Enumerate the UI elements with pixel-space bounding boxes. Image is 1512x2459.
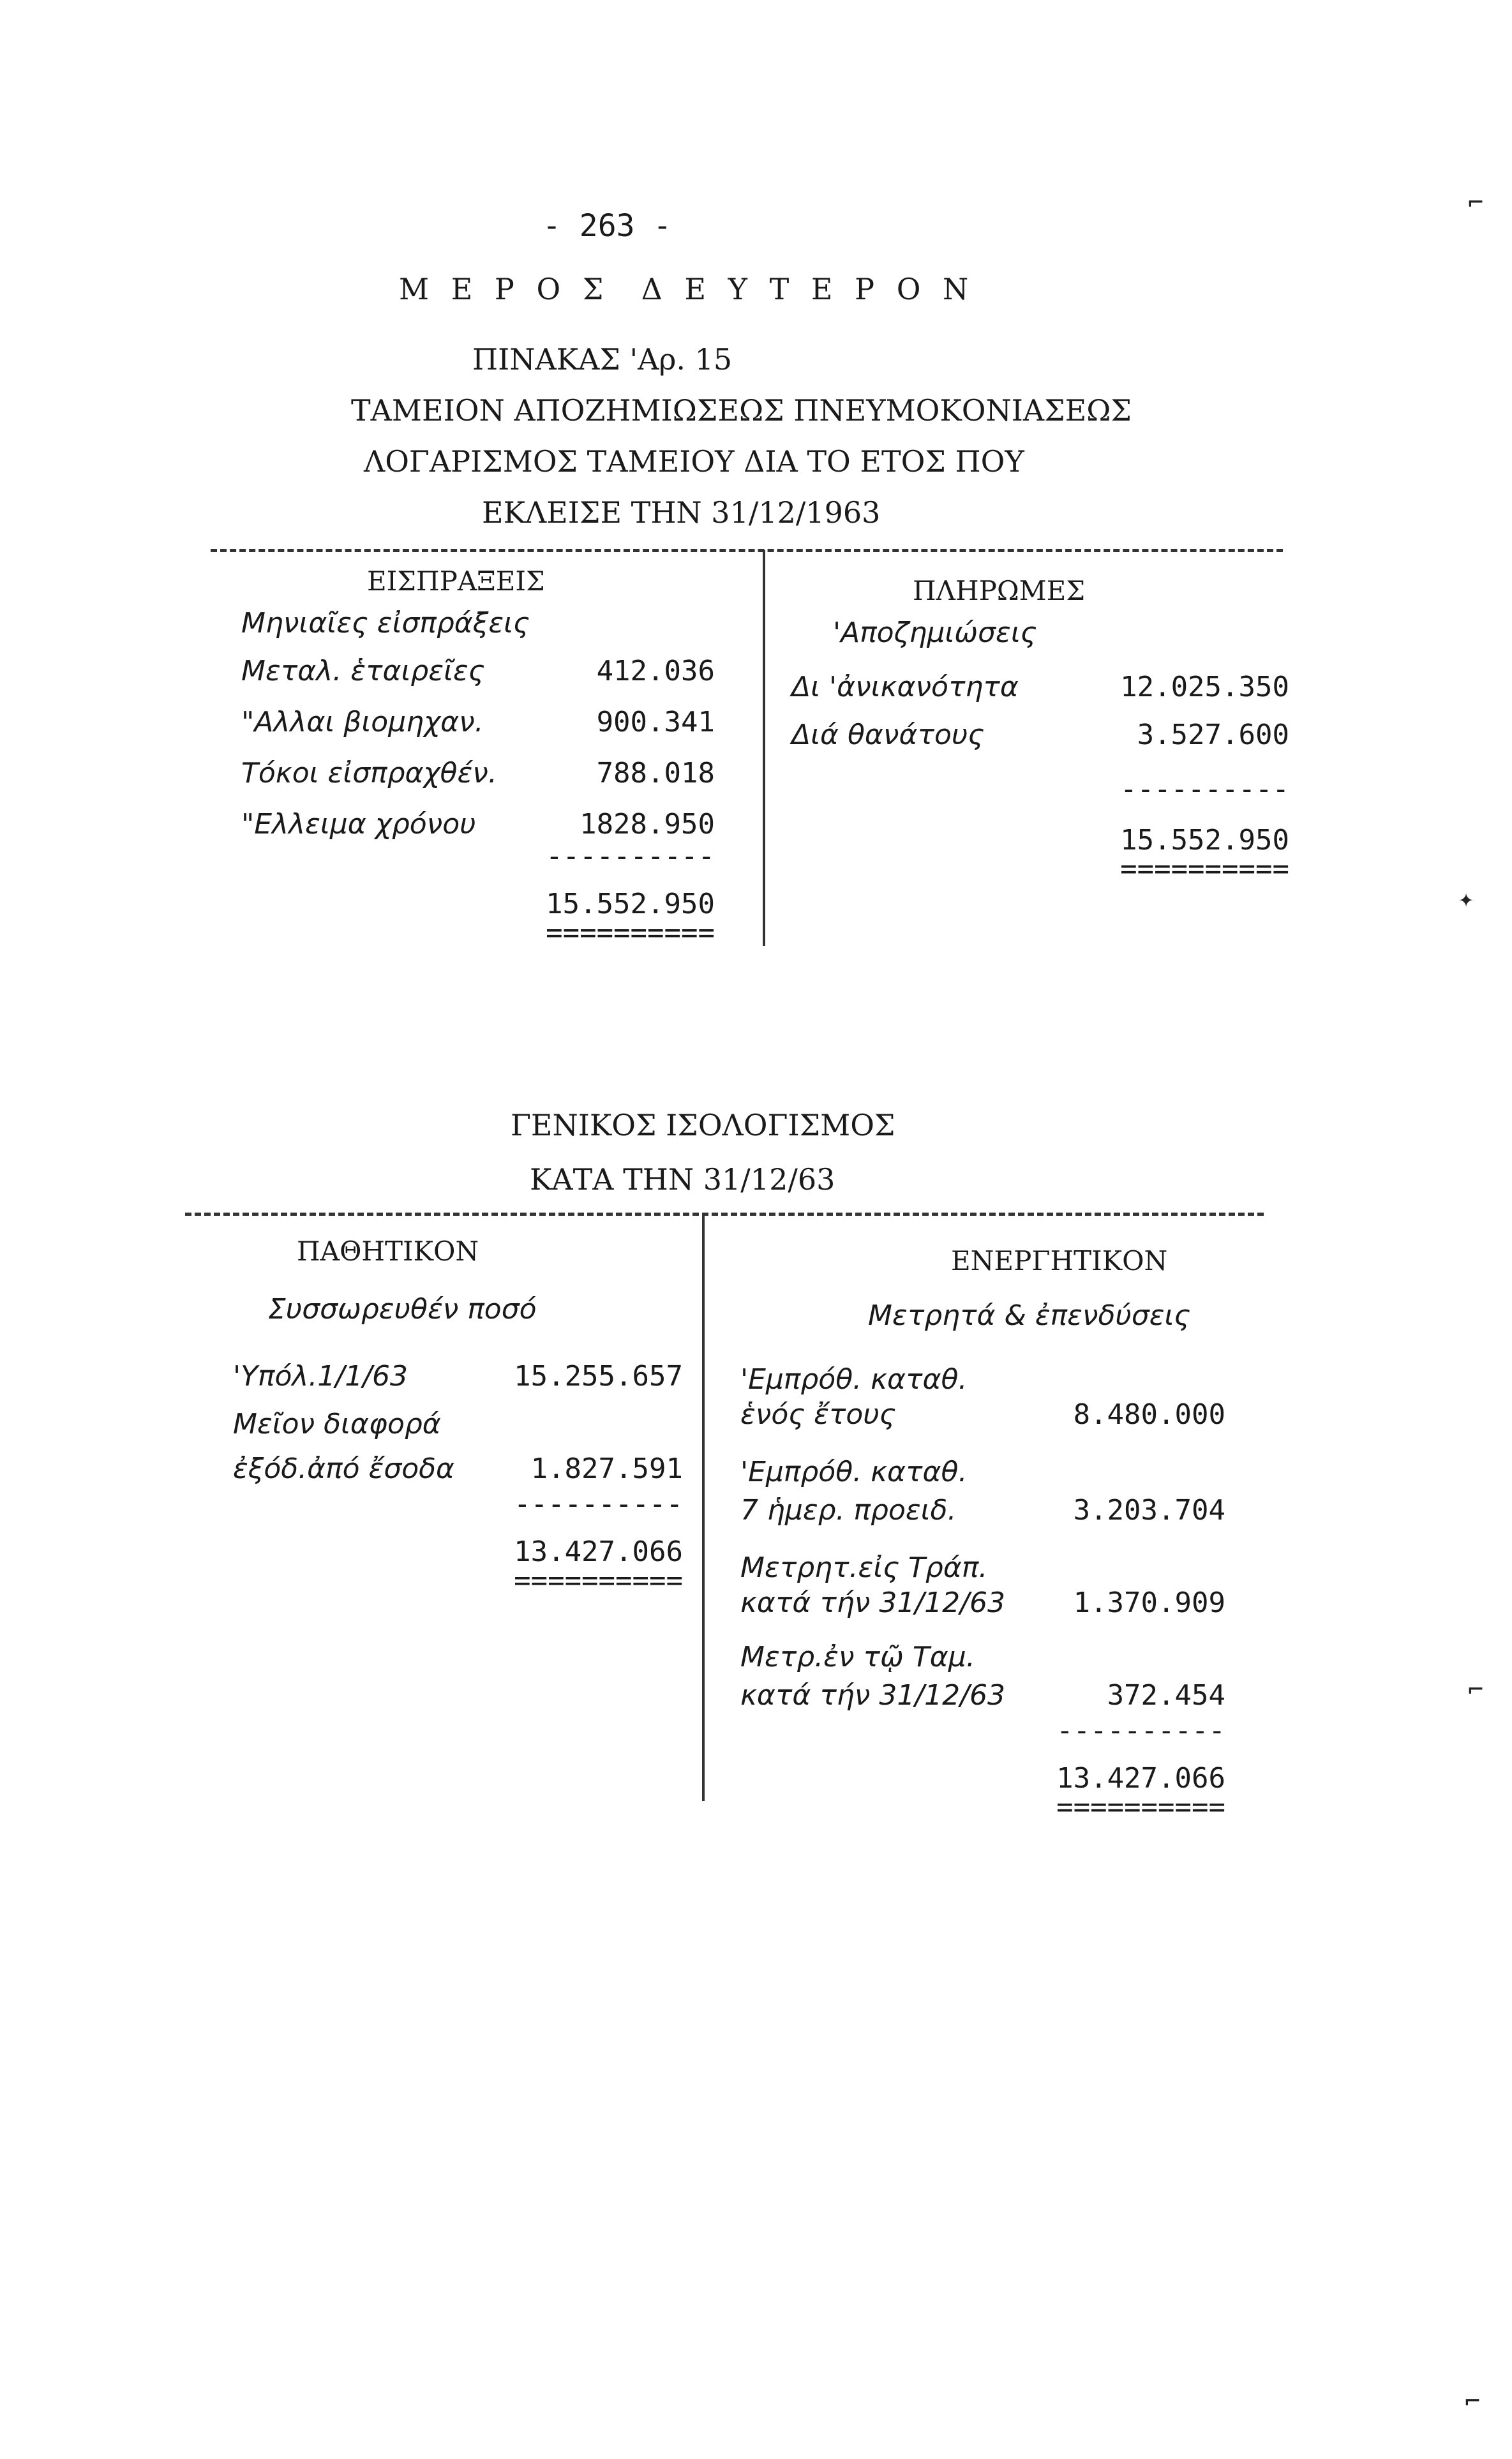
assets-row-label: 'Εμπρόθ. καταθ. bbox=[740, 1456, 968, 1488]
liabilities-total: 13.427.066 bbox=[514, 1536, 683, 1568]
assets-row-value: 3.203.704 bbox=[1073, 1494, 1225, 1527]
receipts-row-value: 788.018 bbox=[596, 757, 715, 789]
balance-sheet-date: ΚΑΤΑ ΤΗΝ 31/12/63 bbox=[530, 1162, 835, 1197]
assets-subheading: Μετρητά & ἐπενδύσεις bbox=[868, 1299, 1191, 1332]
fund-name: ΤΑΜΕΙΟΝ ΑΠΟΖΗΜΙΩΣΕΩΣ ΠΝΕΥΜΟΚΟΝΙΑΣΕΩΣ bbox=[351, 393, 1132, 428]
assets-row-value: 372.454 bbox=[1107, 1679, 1225, 1712]
payments-subtotal-rule: ---------- bbox=[1120, 773, 1289, 805]
assets-row-label: κατά τήν 31/12/63 bbox=[740, 1679, 1005, 1712]
receipts-subheading: Μηνιαῖες εἰσπράξεις bbox=[241, 607, 530, 639]
account-title-line2: ΕΚΛΕΙΣΕ ΤΗΝ 31/12/1963 bbox=[482, 495, 881, 530]
receipts-heading: ΕΙΣΠΡΑΞΕΙΣ bbox=[367, 565, 545, 597]
page-number: - 263 - bbox=[543, 208, 672, 244]
assets-subtotal-rule: ---------- bbox=[1056, 1714, 1225, 1747]
part-title: Μ Ε Ρ Ο Σ Δ Ε Υ Τ Ε Ρ Ο Ν bbox=[399, 272, 975, 306]
receipts-row-value: 1828.950 bbox=[580, 808, 715, 841]
margin-mark: ⌐ bbox=[1468, 1675, 1484, 1705]
account-title-line1: ΛΟΓΑΡΙΣΜΟΣ ΤΑΜΕΙΟΥ ΔΙΑ ΤΟ ΕΤΟΣ ΠΟΥ bbox=[364, 444, 1024, 479]
assets-total: 13.427.066 bbox=[1056, 1762, 1225, 1795]
assets-row-label: ἑνός ἔτους bbox=[740, 1398, 896, 1431]
liabilities-subheading: Συσσωρευθέν ποσό bbox=[268, 1293, 537, 1326]
assets-heading: ΕΝΕΡΓΗΤΙΚΟΝ bbox=[951, 1245, 1168, 1276]
balance-sheet-divider bbox=[702, 1214, 705, 1801]
receipts-total: 15.552.950 bbox=[546, 888, 715, 920]
liabilities-total-rule: ========== bbox=[514, 1564, 683, 1597]
assets-total-rule: ========== bbox=[1056, 1791, 1225, 1823]
receipts-row-label: Μεταλ. ἑταιρεῖες bbox=[241, 655, 485, 687]
payments-row-label: Δι 'ἀνικανότητα bbox=[791, 671, 1019, 703]
receipts-total-rule: ========== bbox=[546, 916, 715, 949]
assets-row-label: Μετρ.ἐν τῷ Ταμ. bbox=[740, 1641, 975, 1673]
assets-row-value: 8.480.000 bbox=[1073, 1398, 1225, 1431]
assets-row-label: 7 ἡμερ. προειδ. bbox=[740, 1494, 957, 1527]
assets-row-label: κατά τήν 31/12/63 bbox=[740, 1587, 1005, 1619]
payments-row-value: 12.025.350 bbox=[1120, 671, 1289, 703]
payments-heading: ΠΛΗΡΩΜΕΣ bbox=[913, 575, 1086, 606]
liabilities-row-value: 1.827.591 bbox=[530, 1453, 683, 1485]
liabilities-heading: ΠΑΘΗΤΙΚΟΝ bbox=[297, 1236, 479, 1267]
balance-sheet-top-rule bbox=[185, 1213, 1264, 1216]
payments-total: 15.552.950 bbox=[1120, 824, 1289, 856]
table-number: ΠΙΝΑΚΑΣ 'Αρ. 15 bbox=[472, 342, 733, 377]
payments-row-label: Διά θανάτους bbox=[791, 719, 985, 751]
payments-row-value: 3.527.600 bbox=[1137, 719, 1289, 751]
receipts-row-value: 900.341 bbox=[596, 706, 715, 738]
margin-mark: ⌐ bbox=[1465, 2387, 1481, 2416]
receipts-row-label: "Αλλαι βιομηχαν. bbox=[241, 706, 484, 738]
liabilities-row-label: Μεῖον διαφορά bbox=[233, 1408, 441, 1440]
liabilities-subtotal-rule: ---------- bbox=[514, 1488, 683, 1520]
payments-total-rule: ========== bbox=[1120, 853, 1289, 885]
margin-mark: ✦ bbox=[1458, 884, 1474, 913]
receipts-row-label: "Ελλειμα χρόνου bbox=[241, 808, 476, 841]
receipts-row-value: 412.036 bbox=[596, 655, 715, 687]
assets-row-label: 'Εμπρόθ. καταθ. bbox=[740, 1363, 968, 1396]
receipts-row-label: Τόκοι εἰσπραχθέν. bbox=[241, 757, 497, 789]
receipts-subtotal-rule: ---------- bbox=[546, 840, 715, 872]
liabilities-row-value: 15.255.657 bbox=[514, 1360, 683, 1393]
assets-row-label: Μετρητ.εἰς Τράπ. bbox=[740, 1551, 988, 1584]
cash-account-top-rule bbox=[211, 549, 1283, 552]
assets-row-value: 1.370.909 bbox=[1073, 1587, 1225, 1619]
cash-account-divider bbox=[763, 550, 765, 946]
liabilities-row-label: 'Υπόλ.1/1/63 bbox=[233, 1360, 408, 1393]
margin-mark: ⌐ bbox=[1468, 188, 1484, 218]
liabilities-row-label: ἐξόδ.ἀπό ἔσοδα bbox=[233, 1453, 455, 1485]
balance-sheet-title: ΓΕΝΙΚΟΣ ΙΣΟΛΟΓΙΣΜΟΣ bbox=[511, 1108, 895, 1142]
payments-subheading: 'Αποζημιώσεις bbox=[833, 617, 1037, 649]
